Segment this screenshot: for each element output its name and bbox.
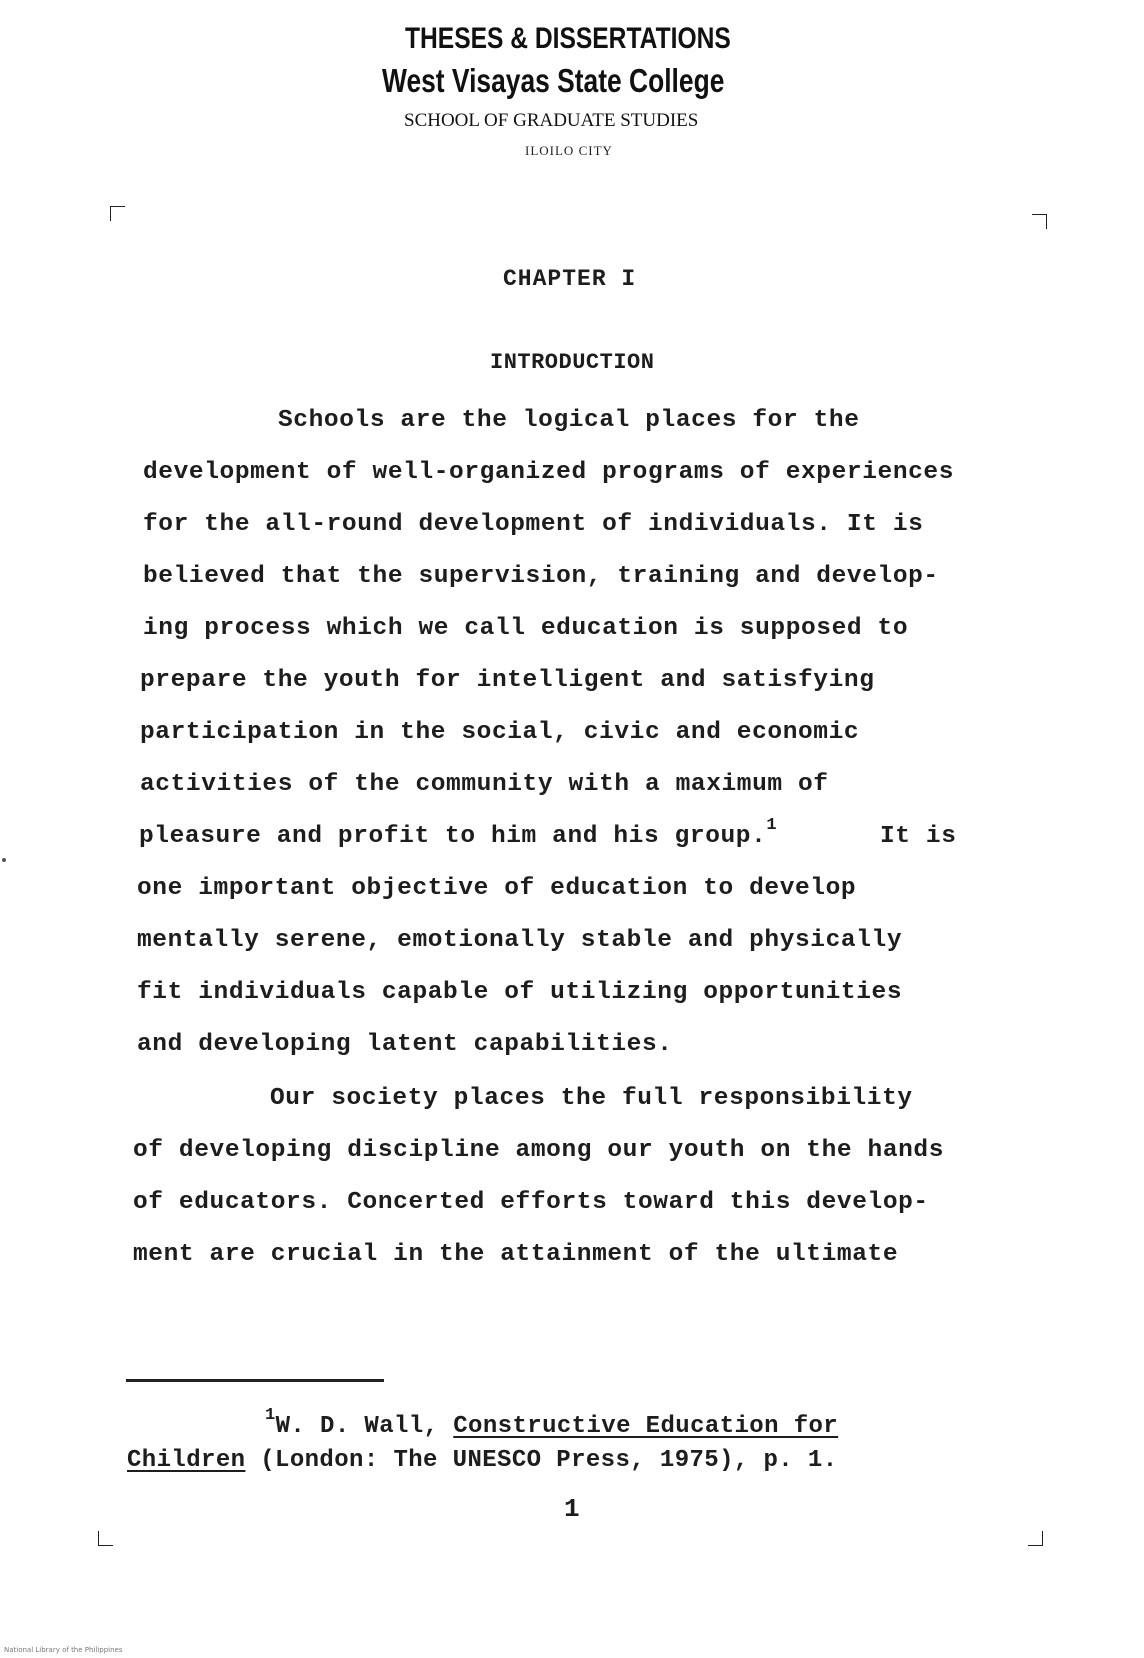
paragraph-line	[139, 816, 778, 850]
paragraph-line-tail: It is	[880, 823, 957, 850]
paragraph-line: of educators. Concerted efforts toward this develop-	[133, 1189, 929, 1216]
paragraph-line: activities of the community with a maximum of	[140, 771, 829, 798]
paragraph-line-text: pleasure and profit to him and his group.	[139, 823, 767, 850]
crop-mark-bottom-right	[1028, 1531, 1043, 1546]
footnote-title-continued: Children	[127, 1447, 246, 1474]
footnote-line	[127, 1447, 838, 1474]
scan-speck	[2, 858, 6, 862]
paragraph-line: and developing latent capabilities.	[137, 1031, 673, 1058]
footnote-marker: 1	[265, 1406, 276, 1425]
footnote-reference: 1	[766, 816, 778, 835]
paragraph-line: Schools are the logical places for the	[278, 407, 860, 434]
paragraph-line: fit individuals capable of utilizing opportunities	[137, 979, 903, 1006]
paragraph-line: of developing discipline among our youth on the hands	[133, 1137, 945, 1164]
footnote-publisher: (London: The UNESCO Press, 1975), p. 1.	[245, 1447, 838, 1474]
paragraph-line: prepare the youth for intelligent and satisfying	[140, 667, 875, 694]
scan-footer: National Library of the Philippines	[4, 1646, 123, 1654]
paragraph-line: one important objective of education to develop	[137, 875, 857, 902]
paragraph-line: Our society places the full responsibility	[270, 1085, 913, 1112]
chapter-title: CHAPTER I	[503, 266, 637, 292]
theses-dissertations-stamp: THESES & DISSERTATIONS	[405, 22, 731, 55]
footnote-author: W. D. Wall,	[275, 1413, 454, 1440]
paragraph-line: believed that the supervision, training and develop-	[143, 563, 939, 590]
paragraph-line: participation in the social, civic and economic	[140, 719, 860, 746]
paragraph-line: for the all-round development of individuals. It is	[143, 511, 924, 538]
school-name: SCHOOL OF GRADUATE STUDIES	[404, 110, 699, 131]
paragraph-line: mentally serene, emotionally stable and physically	[137, 927, 903, 954]
page-number: 1	[564, 1494, 580, 1524]
crop-mark-top-left	[110, 206, 125, 221]
footnote-divider	[126, 1379, 384, 1382]
city-name: ILOILO CITY	[525, 143, 613, 158]
college-name: West Visayas State College	[382, 62, 725, 99]
section-heading: INTRODUCTION	[490, 350, 655, 375]
crop-mark-bottom-left	[98, 1531, 113, 1546]
paragraph-line: ment are crucial in the attainment of the ultimate	[133, 1241, 899, 1268]
paragraph-line: ing process which we call education is supposed to	[143, 615, 909, 642]
crop-mark-top-right	[1032, 214, 1047, 229]
paragraph-line: development of well-organized programs of experiences	[143, 459, 955, 486]
footnote-line	[265, 1406, 839, 1440]
footnote-title: Constructive Education for	[453, 1413, 839, 1440]
